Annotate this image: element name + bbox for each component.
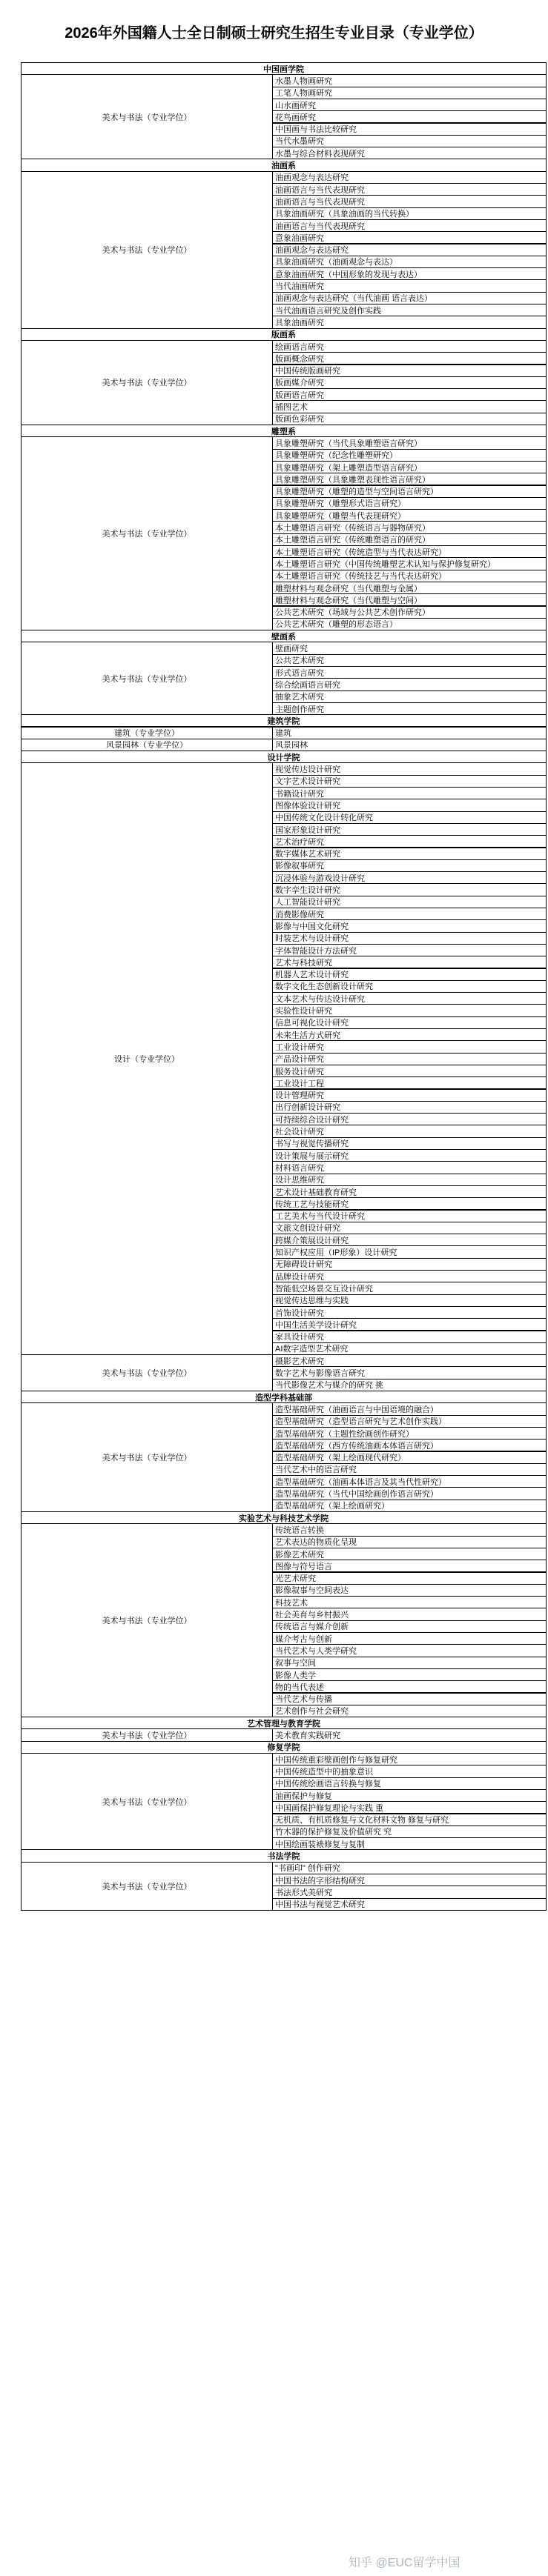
research-direction: 材料语言研究	[272, 1161, 547, 1174]
research-direction: 版画媒介研究	[272, 376, 547, 389]
research-direction: 影像叙事研究	[272, 859, 547, 872]
research-direction: 造型基础研究（架上绘画研究）	[272, 1500, 547, 1512]
research-direction: 设计管理研究	[272, 1089, 547, 1102]
research-direction: 造型基础研究（造型语言研究与艺术创作实践）	[272, 1415, 547, 1428]
research-direction: 具象雕塑研究（当代具象雕塑语言研究）	[272, 436, 547, 449]
research-direction: 当代水墨研究	[272, 135, 547, 147]
research-direction: 版画概念研究	[272, 352, 547, 365]
college-header: 修复学院	[21, 1741, 547, 1754]
research-direction: 具象雕塑研究（纪念性雕塑研究）	[272, 449, 547, 462]
research-direction: 影像与中国文化研究	[272, 919, 547, 932]
college-header: 实验艺术与科技艺术学院	[21, 1511, 547, 1524]
college-header: 雕塑系	[21, 425, 547, 437]
research-direction: 机器人艺术设计研究	[272, 968, 547, 981]
research-direction: 综合绘画语言研究	[272, 678, 547, 690]
research-direction: 公共艺术研究（场域与公共艺术创作研究）	[272, 606, 547, 619]
research-direction: 品牌设计研究	[272, 1270, 547, 1282]
research-direction: 雕塑材料与观念研究（当代雕塑与空间）	[272, 593, 547, 606]
major-cell: 美术与书法（专业学位）	[21, 340, 273, 425]
research-direction: 工艺美术与当代设计研究	[272, 1210, 547, 1222]
research-direction: 具象油画研究（具象油画的当代转换）	[272, 207, 547, 220]
research-direction: 跨媒介策展设计研究	[272, 1234, 547, 1246]
research-direction: 中国传统文化设计转化研究	[272, 811, 547, 824]
research-direction: 视觉传达设计研究	[272, 762, 547, 775]
research-direction: 影像艺术研究	[272, 1548, 547, 1560]
research-direction: 艺术设计基础教育研究	[272, 1185, 547, 1198]
research-direction: 水墨人物画研究	[272, 74, 547, 87]
research-direction: 艺术治疗研究	[272, 835, 547, 848]
research-direction: 视觉传达思维与实践	[272, 1294, 547, 1307]
major-cell: 美术与书法（专业学位）	[21, 1862, 273, 1911]
research-direction: 媒介考古与创新	[272, 1632, 547, 1645]
research-direction: 油画语言与当代表现研究	[272, 219, 547, 232]
research-direction: 版画色彩研究	[272, 413, 547, 425]
college-header: 设计学院	[21, 750, 547, 763]
research-direction: 造型基础研究（架上绘画现代研究）	[272, 1451, 547, 1464]
research-direction: 数字媒体艺术研究	[272, 848, 547, 860]
research-direction: 具象雕塑研究（雕塑当代表现研究）	[272, 509, 547, 522]
research-direction: 版画语言研究	[272, 388, 547, 401]
research-direction: 艺术表达的物质化呈现	[272, 1536, 547, 1548]
research-direction: 科技艺术	[272, 1596, 547, 1608]
major-cell: 美术与书法（专业学位）	[21, 642, 273, 715]
research-direction: 花鸟画研究	[272, 110, 547, 123]
research-direction: 当代影像艺术与媒介的研究 挑	[272, 1379, 547, 1391]
research-direction: 本土雕塑语言研究（传统语言与器物研究）	[272, 521, 547, 533]
research-direction: 中国生活美学设计研究	[272, 1318, 547, 1331]
major-cell: 美术与书法（专业学位）	[21, 74, 273, 159]
research-direction: 美术教育实践研究	[272, 1728, 547, 1741]
research-direction: 形式语言研究	[272, 666, 547, 679]
research-direction: 中国书法与视觉艺术研究	[272, 1898, 547, 1911]
research-direction: 书法形式美研究	[272, 1886, 547, 1898]
major-cell: 美术与书法（专业学位）	[21, 171, 273, 329]
research-direction: 中国书法的字形结构研究	[272, 1874, 547, 1886]
research-direction: 抽象艺术研究	[272, 690, 547, 703]
research-direction: 人工智能设计研究	[272, 896, 547, 908]
research-direction: 当代艺术与人类学研究	[272, 1644, 547, 1657]
research-direction: AI数字造型艺术研究	[272, 1342, 547, 1355]
research-direction: 智能低空场景交互设计研究	[272, 1282, 547, 1294]
research-direction: 造型基础研究（当代中国绘画创作语言研究）	[272, 1487, 547, 1500]
research-direction: 油画观念与表达研究	[272, 171, 547, 184]
research-direction: 造型基础研究（油画本体语言及其当代性研究）	[272, 1475, 547, 1488]
research-direction: 工业设计研究	[272, 1040, 547, 1053]
research-direction: 出行创新设计研究	[272, 1101, 547, 1114]
research-direction: 本土雕塑语言研究（传统技艺与当代表达研究）	[272, 570, 547, 582]
research-direction: 山水画研究	[272, 99, 547, 111]
research-direction: 具象雕塑研究（架上雕塑造型语言研究）	[272, 461, 547, 473]
research-direction: 意象油画研究	[272, 231, 547, 244]
research-direction: 沉浸体验与游戏设计研究	[272, 871, 547, 884]
research-direction: 具象雕塑研究（雕塑形式语言研究）	[272, 497, 547, 510]
major-cell: 美术与书法（专业学位）	[21, 1523, 273, 1717]
research-direction: 产品设计研究	[272, 1053, 547, 1065]
major-cell: 美术与书法（专业学位）	[21, 1753, 273, 1850]
research-direction: 中国传统版画研究	[272, 365, 547, 377]
research-direction: 中国传统绘画语言转换与修复	[272, 1777, 547, 1790]
major-cell: 建筑（专业学位）	[21, 727, 273, 739]
research-direction: 书籍设计研究	[272, 787, 547, 799]
college-header: 版画系	[21, 328, 547, 341]
research-direction: 影像叙事与空间表达	[272, 1584, 547, 1597]
research-direction: 字体智能设计方法研究	[272, 944, 547, 956]
major-cell: 风景园林（专业学位）	[21, 739, 273, 751]
major-cell: 美术与书法（专业学位）	[21, 436, 273, 630]
research-direction: 数字文化生态创新设计研究	[272, 980, 547, 993]
research-direction: 艺术与科技研究	[272, 956, 547, 968]
college-header: 造型学科基础部	[21, 1391, 547, 1403]
research-direction: 传统语言转换	[272, 1523, 547, 1536]
research-direction: 造型基础研究（西方传统油画本体语言研究）	[272, 1439, 547, 1451]
research-direction: 社会美育与乡村振兴	[272, 1608, 547, 1620]
research-direction: 设计策展与展示研究	[272, 1149, 547, 1162]
research-direction: 文本艺术与传达设计研究	[272, 992, 547, 1005]
research-direction: 社会设计研究	[272, 1125, 547, 1137]
major-cell: 设计（专业学位）	[21, 762, 273, 1355]
research-direction: 中国传统重彩壁画创作与修复研究	[272, 1753, 547, 1765]
watermark: 知乎 @EUC留学中国	[349, 2557, 460, 2569]
research-direction: 叙事与空间	[272, 1657, 547, 1669]
research-direction: 无机质、有机质修复与文化材料文物 修复与研究	[272, 1814, 547, 1826]
research-direction: 具象油画研究	[272, 316, 547, 328]
research-direction: 当代艺术与传播	[272, 1693, 547, 1705]
research-direction: 文字艺术设计研究	[272, 775, 547, 788]
major-cell: 美术与书法（专业学位）	[21, 1402, 273, 1512]
research-direction: 当代油画研究	[272, 279, 547, 292]
research-direction: 家具设计研究	[272, 1331, 547, 1343]
research-direction: 文旅文创设计研究	[272, 1222, 547, 1234]
research-direction: 摄影艺术研究	[272, 1354, 547, 1367]
research-direction: 具象油画研究（油画观念与表达）	[272, 256, 547, 268]
research-direction: 首饰设计研究	[272, 1306, 547, 1319]
research-direction: 图像与符号语言	[272, 1560, 547, 1572]
college-header: 中国画学院	[21, 62, 547, 75]
research-direction: 可持续综合设计研究	[272, 1113, 547, 1125]
research-direction: 中国传统造型中的抽象意识	[272, 1765, 547, 1777]
major-cell: 美术与书法（专业学位）	[21, 1354, 273, 1391]
research-direction: 本土雕塑语言研究（中国传统雕塑艺术认知与保护修复研究）	[272, 557, 547, 570]
research-direction: 传统工艺与技能研究	[272, 1197, 547, 1210]
college-header: 壁画系	[21, 630, 547, 642]
research-direction: 具象雕塑研究（雕塑的造型与空间语言研究）	[272, 485, 547, 498]
research-direction: 中国画与书法比较研究	[272, 123, 547, 136]
research-direction: 油画语言与当代表现研究	[272, 195, 547, 207]
college-header: 建筑学院	[21, 714, 547, 727]
research-direction: 油画语言与当代表现研究	[272, 183, 547, 196]
research-direction: 国家形象设计研究	[272, 823, 547, 836]
research-direction: 雕塑材料与观念研究（当代雕塑与金属）	[272, 582, 547, 594]
research-direction: 光艺术研究	[272, 1572, 547, 1585]
research-direction: 设计思维研究	[272, 1174, 547, 1186]
research-direction: 中国画保护修复理论与实践 重	[272, 1801, 547, 1814]
research-direction: 实验性设计研究	[272, 1004, 547, 1016]
research-direction: 公共艺术研究	[272, 654, 547, 667]
research-direction: "书画印" 创作研究	[272, 1862, 547, 1874]
research-direction: 数字艺术与影像语言研究	[272, 1366, 547, 1379]
research-direction: 造型基础研究（主题性绘画创作研究）	[272, 1427, 547, 1440]
research-direction: 影像人类学	[272, 1668, 547, 1681]
research-direction: 竹木器的保护修复及价值研究 究	[272, 1826, 547, 1838]
research-direction: 水墨与综合材料表现研究	[272, 147, 547, 159]
research-direction: 物的当代表述	[272, 1680, 547, 1693]
research-direction: 公共艺术研究（雕塑的形态语言）	[272, 618, 547, 630]
research-direction: 本土雕塑语言研究（传统造型与当代表达研究）	[272, 545, 547, 558]
research-direction: 壁画研究	[272, 642, 547, 654]
research-direction: 无障碍设计研究	[272, 1258, 547, 1271]
research-direction: 中国绘画装裱修复与复制	[272, 1837, 547, 1850]
research-direction: 数字孪生设计研究	[272, 883, 547, 896]
research-direction: 工笔人物画研究	[272, 87, 547, 99]
research-direction: 意象油画研究（中国形象的发现与表达）	[272, 267, 547, 280]
research-direction: 图像体验设计研究	[272, 799, 547, 811]
research-direction: 造型基础研究（油画语言与中国语境的融合）	[272, 1402, 547, 1415]
research-direction: 油画观念与表达研究（当代油画 语言表达）	[272, 292, 547, 304]
research-direction: 主题创作研究	[272, 702, 547, 715]
page-title: 2026年外国籍人士全日制硕士研究生招生专业目录（专业学位）	[65, 24, 483, 41]
research-direction: 建筑	[272, 727, 547, 739]
research-direction: 消费影像研究	[272, 908, 547, 920]
research-direction: 当代油画语言研究及创作实践	[272, 304, 547, 316]
research-direction: 油画保护与修复	[272, 1789, 547, 1802]
research-direction: 艺术创作与社会研究	[272, 1705, 547, 1717]
research-direction: 本土雕塑语言研究（传统雕塑语言的研究）	[272, 533, 547, 546]
research-direction: 油画观念与表达研究	[272, 244, 547, 256]
college-header: 油画系	[21, 159, 547, 171]
research-direction: 时装艺术与设计研究	[272, 932, 547, 945]
college-header: 艺术管理与教育学院	[21, 1717, 547, 1729]
research-direction: 风景园林	[272, 739, 547, 751]
research-direction: 知识产权应用（IP形象）设计研究	[272, 1245, 547, 1258]
research-direction: 具象雕塑研究（具象雕塑表现性语言研究）	[272, 473, 547, 485]
research-direction: 当代艺术中的语言研究	[272, 1463, 547, 1476]
research-direction: 插图艺术	[272, 400, 547, 413]
major-cell: 美术与书法（专业学位）	[21, 1728, 273, 1741]
research-direction: 工业设计工程	[272, 1076, 547, 1089]
research-direction: 未来生活方式研究	[272, 1028, 547, 1041]
research-direction: 服务设计研究	[272, 1065, 547, 1077]
college-header: 书法学院	[21, 1849, 547, 1862]
research-direction: 信息可视化设计研究	[272, 1016, 547, 1029]
research-direction: 书写与视觉传播研究	[272, 1137, 547, 1150]
research-direction: 绘画语言研究	[272, 340, 547, 353]
research-direction: 传统语言与媒介创新	[272, 1620, 547, 1633]
